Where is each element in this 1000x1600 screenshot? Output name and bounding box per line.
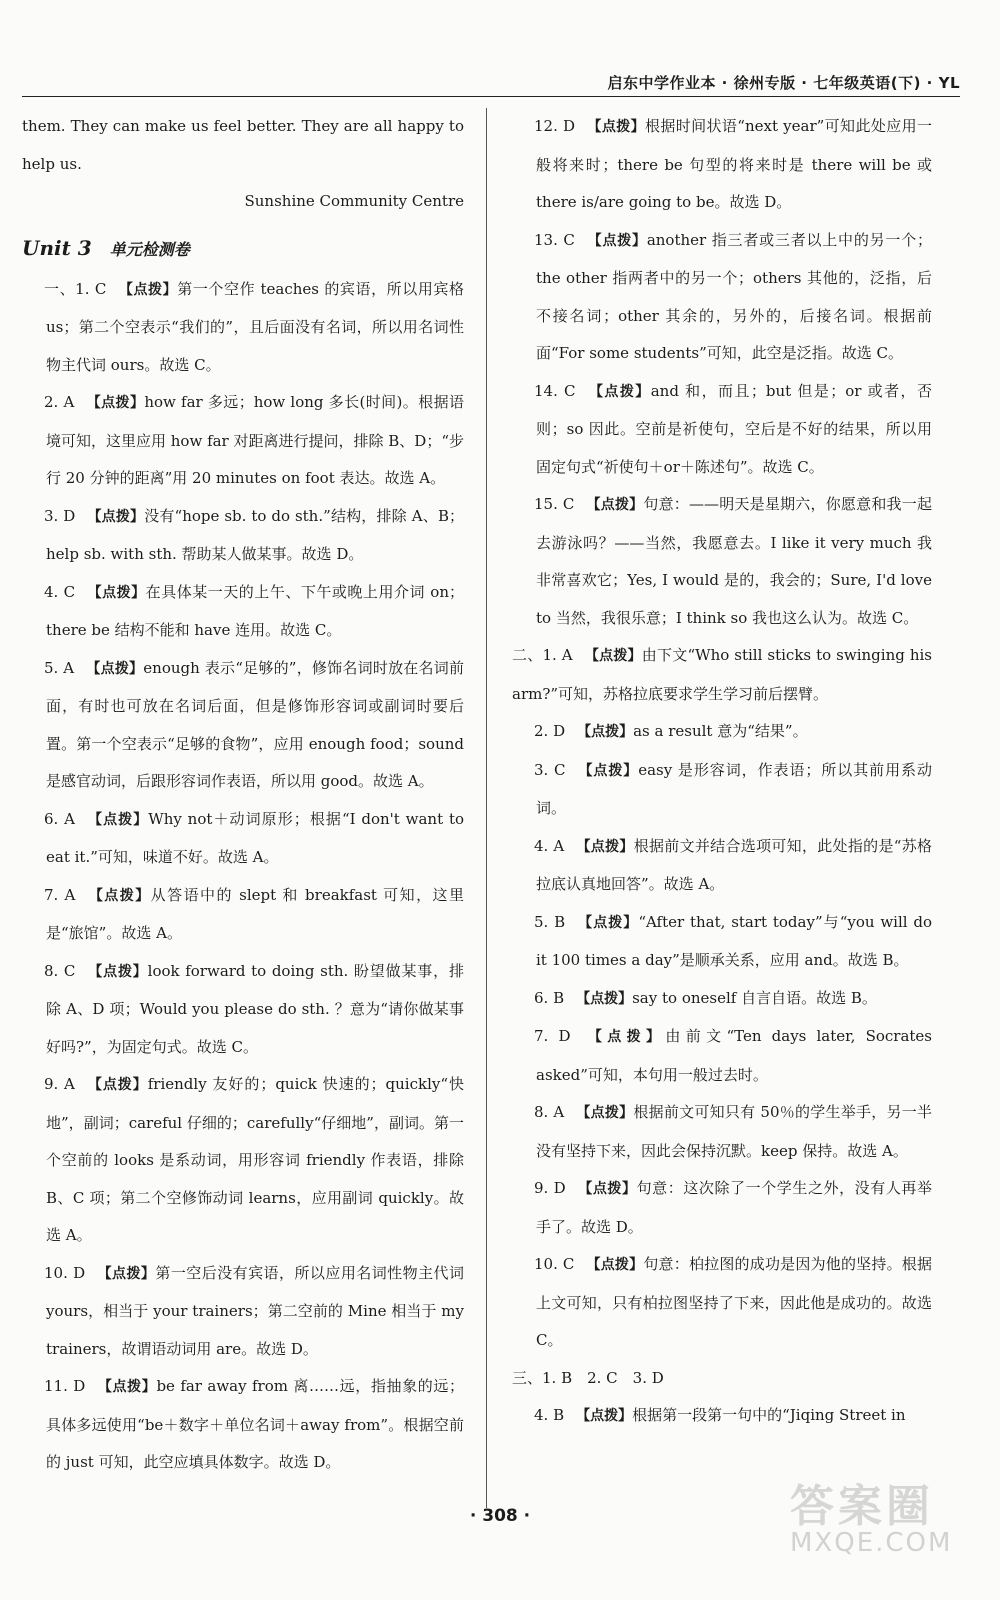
answer-item [512,108,932,222]
answer-item [22,1255,464,1369]
answer-item [512,486,932,637]
unit-heading [22,227,464,271]
explanation-text: another 指三者或三者以上中的另一个；the other 指两者中的另一个；others 其他的，泛指，后不接名词；other 其余的，另外的，后接名词。根据前面“For some students”可知，此空是泛指。故选 C。 [536,230,932,362]
explanation-text: 在具体某一天的上午、下午或晚上用介词 on；there be 结构不能和 have 连用。故选 C。 [46,582,464,639]
answer-number: 11. D [44,1377,86,1395]
answer-item [22,574,464,650]
answer-item [22,801,464,877]
hint-tag: 【点拨】 [576,1408,633,1424]
hint-tag: 【点拨】 [86,660,144,677]
hint-tag: 【点拨】 [577,762,639,779]
hint-tag: 【点拨】 [576,1105,634,1121]
explanation-text: 根据第一段第一句中的“Jiqing Street in [632,1406,906,1424]
answer-number: 7. D [534,1027,571,1045]
answer-number: 10. D [44,1263,86,1282]
hint-tag: 【点拨】 [86,395,145,411]
explanation-text: 由前文“Ten days later, Socrates asked”可知，本句用一般过去时。 [536,1027,932,1084]
unit-title: Unit 3 [22,235,92,260]
hint-tag: 【点拨】 [97,1265,156,1282]
explanation-text: enough 表示“足够的”，修饰名词时放在名词前面，有时也可放在名词后面，但是修饰形容词或副词时要后置。第一个空表示“足够的食物”，应用 enough food；sound 是感官动词，后跟形容词作表语，所以用 good。故选 A。 [46,658,464,790]
hint-tag: 【点拨】 [577,1181,637,1197]
signature: Sunshine Community Centre [244,192,464,210]
explanation-text: as a result 意为“结果”。 [633,722,808,740]
answer-item [512,373,932,487]
explanation-text: how far 多远；how long 多长(时间)。根据语境可知，这里应用 how far 对距离进行提问，排除 B、D；“步行 20 分钟的距离”用 20 minutes on foot 表达。故选 A。 [46,393,465,487]
answer-number: 8. A [534,1103,565,1121]
answer-item [512,1170,932,1246]
hint-tag: 【点拨】 [577,724,634,740]
hint-tag: 【点拨】 [576,990,633,1007]
watermark-url: MXQE.COM [790,1528,953,1558]
hint-tag: 【点拨】 [97,1379,157,1395]
answer-item [512,828,932,904]
answer-number: 一、1. C [44,279,107,298]
hint-tag: 【点拨】 [577,914,639,931]
answer-number: 二、1. A [512,646,573,664]
answer-item [22,877,464,953]
answer-item [512,713,932,752]
explanation-text: 从答语中的 slept 和 breakfast 可知，这里是“旅馆”。故选 A。 [46,885,464,942]
watermark [790,1470,980,1590]
hint-tag: 【点拨】 [586,1257,644,1273]
answer-number: 3. D [44,506,76,525]
answer-number: 9. A [44,1075,75,1093]
answer-number: 10. C [534,1255,575,1273]
watermark-logo-text: 答案圈 [790,1481,934,1532]
explanation-text: 句意：柏拉图的成功是因为他的坚持。根据上文可知，只有柏拉图坚持了下来，因此他是成功的。故选 C。 [536,1255,932,1349]
answer-number: 5. B [534,912,566,931]
answer-number: 7. A [44,885,76,904]
header-title: 启东中学作业本 · 徐州专版 · 七年级英语(下) · YL [607,74,960,92]
explanation-text: say to oneself 自言自语。故选 B。 [632,988,877,1007]
hint-tag: 【点拨】 [582,1029,666,1045]
explanation-text: 根据前文并结合选项可知，此处指的是“苏格拉底认真地回答”。故选 A。 [536,836,933,893]
answer-item [22,1066,464,1255]
left-column [22,108,464,1482]
answer-number: 15. C [534,495,575,513]
explanation-text: look forward to doing sth. 盼望做某事，排除 A、D 项；Would you please do sth. ？意为“请你做某事好吗?”，为固定句式。故选 C。 [46,961,464,1056]
answer-number: 三、1. B 2. C 3. D [512,1368,664,1387]
hint-tag: 【点拨】 [587,119,645,135]
answer-number: 4. B [534,1406,565,1424]
answer-number: 13. C [534,230,575,249]
explanation-text: easy 是形容词，作表语；所以其前用系动词。 [536,760,932,817]
explanation-text: 句意：——明天是星期六，你愿意和我一起去游泳吗？——当然，我愿意去。I like it very much 我非常喜欢它；Yes, I would 是的，我会的；Sure, I'd love to 当然，我很乐意；I think so 我也这么认为。故选 C。 [536,495,932,627]
page-header [22,72,960,93]
carry-over-text: them. They can make us feel better. They are all happy to help us. [22,117,464,173]
hint-tag: 【点拨】 [584,648,642,664]
explanation-text: 由下文“Who still sticks to swinging his arm?”可知，苏格拉底要求学生学习前后摆臂。 [512,646,932,703]
answer-item [512,1246,932,1360]
hint-tag: 【点拨】 [576,838,634,855]
page-number: · 308 · [469,1506,531,1526]
hint-tag: 【点拨】 [87,508,145,525]
answer-item [512,904,932,980]
hint-tag: 【点拨】 [587,383,651,400]
answer-item [512,752,932,828]
hint-tag: 【点拨】 [86,811,149,828]
left-answer-list [22,271,464,1482]
answer-item [22,498,464,574]
answer-item [512,222,932,373]
answer-number: 5. A [44,658,75,677]
right-answer-list [512,108,932,1436]
answer-number: 2. A [44,393,75,411]
answer-number: 2. D [534,722,566,740]
answer-number: 4. C [44,582,76,601]
answer-number: 4. A [534,836,565,855]
answer-item [512,1360,932,1398]
answer-item [22,271,464,385]
answer-number: 8. C [44,961,76,980]
explanation-text: 根据前文可知只有 50％的学生举手，另一半没有坚持下来，因此会保持沉默。keep 保持。故选 A。 [536,1103,933,1160]
explanation-text: friendly 友好的；quick 快速的；quickly“快地”，副词；careful 仔细的；carefully“仔细地”，副词。第一个空前的 looks 是系动词，用形容词 friendly 作表语，排除 B、C 项；第二个空修饰动词 learns，应用副词 quickly。故选 A。 [46,1075,464,1244]
hint-tag: 【点拨】 [87,887,151,904]
answer-number: 6. B [534,988,565,1007]
explanation-text: 根据时间状语“next year”可知此处应用一般将来时；there be 句型的将来时是 there will be 或 there is/are going to be。故选 D。 [536,117,932,211]
hint-tag: 【点拨】 [87,963,148,980]
column-divider [486,108,487,1508]
answer-item [22,384,464,498]
header-rule [22,96,960,97]
unit-subtitle: 单元检测卷 [109,239,190,259]
answer-item [512,1018,932,1094]
answer-item [22,1368,464,1482]
answer-item [512,980,932,1019]
answer-item [512,1397,932,1436]
explanation-text: be far away from 离……远，指抽象的远；具体多远使用“be＋数字＋单位名词＋away from”。根据空前的 just 可知，此空应填具体数字。故选 D。 [46,1377,464,1471]
explanation-text: Why not＋动词原形；根据“I don't want to eat it.”可知，味道不好。故选 A。 [46,809,465,866]
explanation-text: 第一个空作 teaches 的宾语，所以用宾格 us；第二个空表示“我们的”，且后面没有名词，所以用名词性物主代词 ours。故选 C。 [46,279,464,374]
hint-tag: 【点拨】 [87,584,146,601]
hint-tag: 【点拨】 [118,281,178,298]
explanation-text: and 和，而且；but 但是；or 或者，否则；so 因此。空前是祈使句，空后是不好的结果，所以用固定句式“祈使句＋or＋陈述句”。故选 C。 [536,381,932,476]
answer-item [512,637,932,713]
answer-number: 3. C [534,760,566,779]
explanation-text: 句意：这次除了一个学生之外，没有人再举手了。故选 D。 [536,1179,932,1236]
answer-item [512,1094,932,1170]
answer-number: 12. D [534,117,576,135]
answer-number: 9. D [534,1179,566,1197]
answer-item [22,650,464,801]
explanation-text: 没有“hope sb. to do sth.”结构，排除 A、B；help sb. with sth. 帮助某人做某事。故选 D。 [46,506,465,563]
right-column [512,108,932,1436]
explanation-text: “After that, start today”与“you will do it 100 times a day”是顺承关系，应用 and。故选 B。 [536,912,932,969]
answer-number: 6. A [44,809,75,828]
hint-tag: 【点拨】 [86,1077,148,1093]
hint-tag: 【点拨】 [586,232,647,249]
answer-number: 14. C [534,381,576,400]
hint-tag: 【点拨】 [586,497,644,513]
explanation-text: 第一空后没有宾语，所以应用名词性物主代词 yours，相当于 your trainers；第二空前的 Mine 相当于 my trainers，故谓语动词用 are。故选 D。 [46,1263,464,1358]
answer-item [22,953,464,1067]
